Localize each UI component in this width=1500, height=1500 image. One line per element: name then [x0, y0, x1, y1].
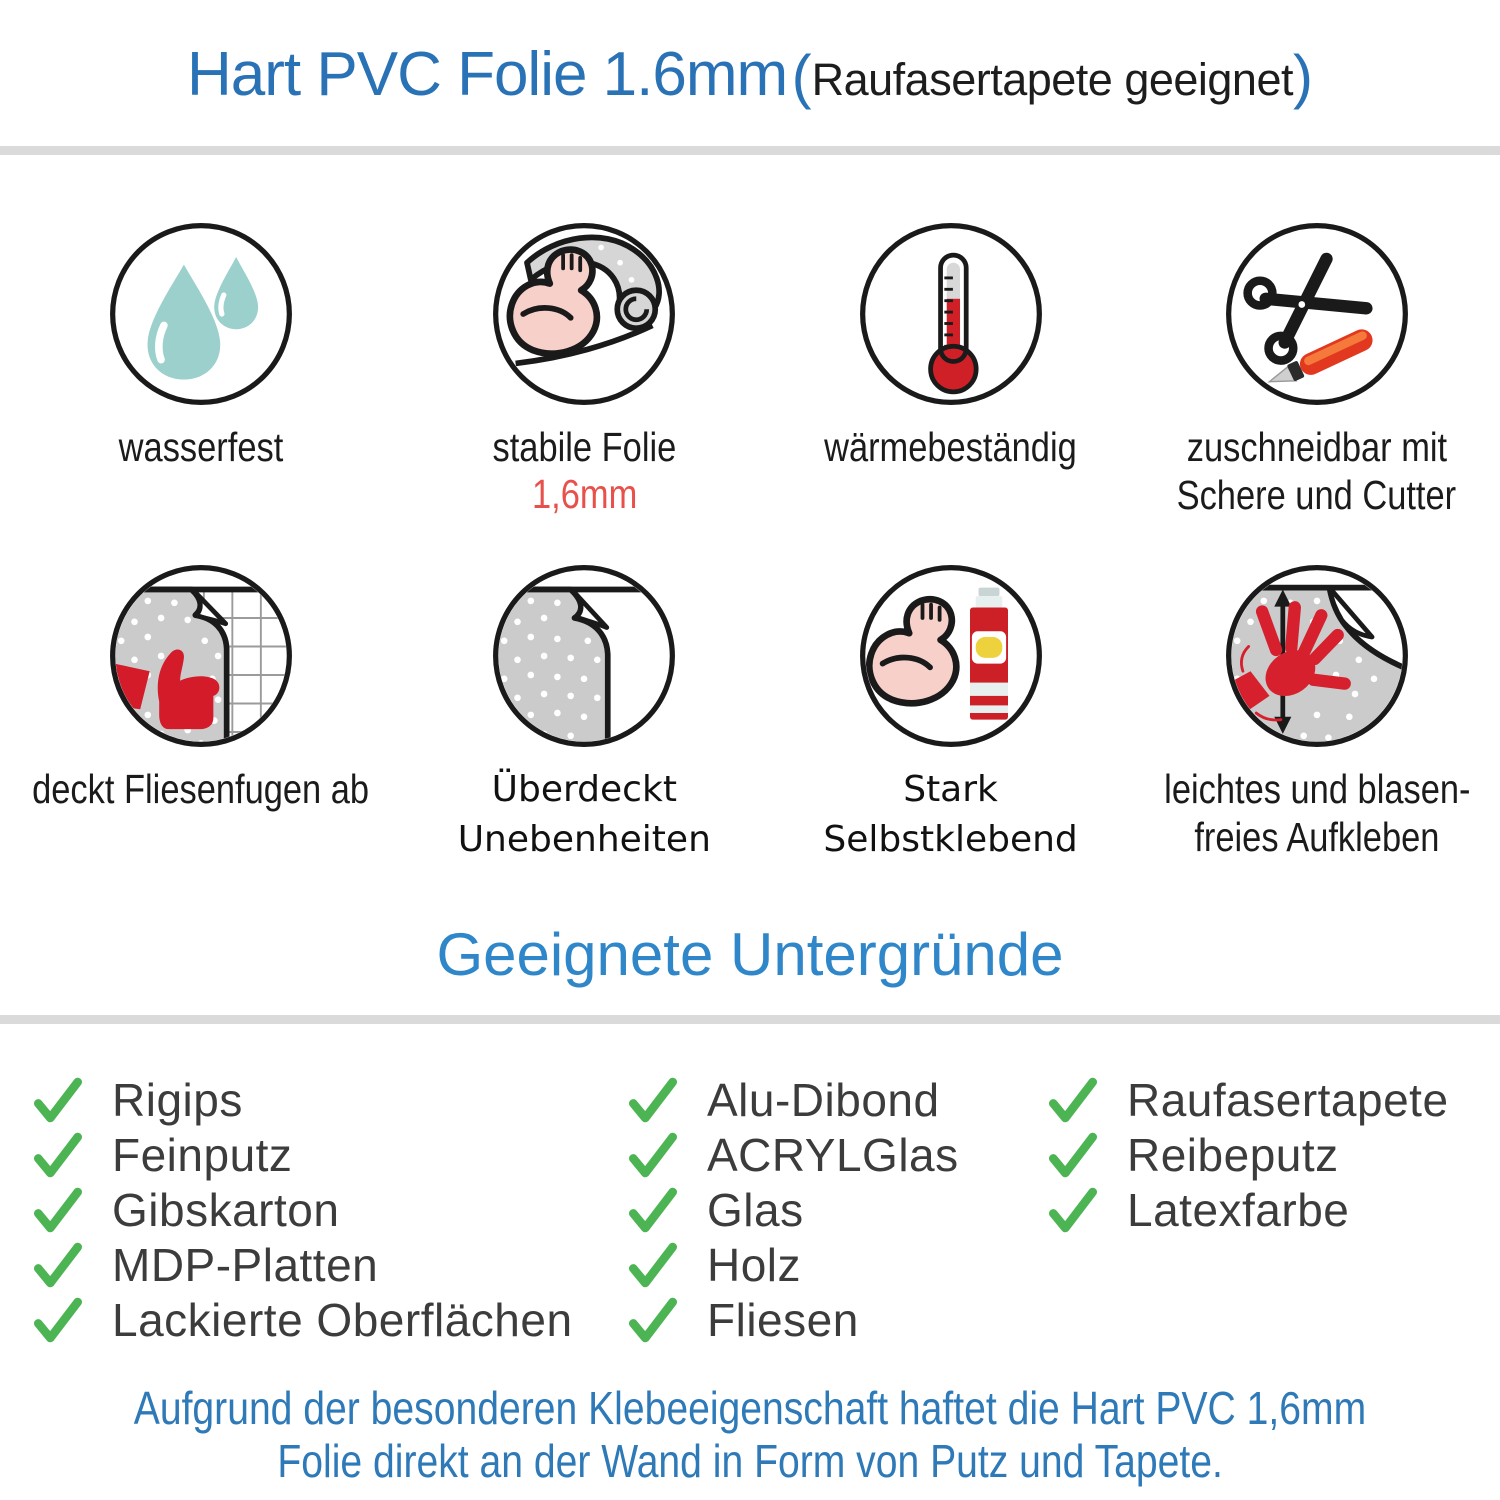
water-drops-icon [106, 219, 296, 409]
title-paren-open: ( [791, 43, 812, 110]
check-icon [1045, 1131, 1101, 1179]
list-item: ACRYLGlas [625, 1133, 1045, 1177]
feature-sublabel: 1,6mm [531, 471, 637, 517]
scissors-cutter-icon [1222, 219, 1412, 409]
feature-label: leichtes und blasen- freies Aufkleben [1163, 766, 1471, 860]
list-item: Lackierte Oberflächen [30, 1298, 625, 1342]
list-item: Reibeputz [1045, 1133, 1449, 1177]
feature-label: zuschneidbar mit Schere und Cutter [1177, 424, 1457, 518]
feature-label: wärmebeständig [824, 424, 1077, 470]
feature-label: wasserfest [118, 424, 283, 470]
page-title [0, 0, 1500, 130]
feature-aufkleben [1134, 561, 1500, 865]
tile-joints-thumb-icon [106, 561, 296, 751]
list-item: Fliesen [625, 1298, 1045, 1342]
title-main: Hart PVC Folie 1.6mm [187, 40, 788, 109]
title-paren-close: ) [1292, 43, 1313, 110]
check-icon [30, 1241, 86, 1289]
surfaces-column-3 [1045, 1074, 1449, 1342]
check-icon [625, 1186, 681, 1234]
feature-unebenheiten [401, 561, 767, 865]
surfaces-lists [0, 1024, 1500, 1346]
list-item: Holz [625, 1243, 1045, 1287]
title-paren-text: Raufasertapete geeignet [811, 54, 1293, 105]
feature-stabile-folie [401, 219, 767, 519]
check-icon [1045, 1076, 1101, 1124]
list-item: Raufasertapete [1045, 1078, 1449, 1122]
feature-fliesenfugen [0, 561, 401, 865]
check-icon [30, 1076, 86, 1124]
foil-covers-bumps-icon [489, 561, 679, 751]
check-icon [625, 1131, 681, 1179]
thermometer-icon [856, 219, 1046, 409]
surfaces-column-2 [625, 1074, 1045, 1346]
feature-label: Überdeckt Unebenheiten [457, 769, 711, 860]
feature-selbstklebend [767, 561, 1133, 865]
list-item: Latexfarbe [1045, 1188, 1449, 1232]
surfaces-divider [0, 1015, 1500, 1024]
footer-note: Aufgrund der besonderen Klebeeigenschaft haftet die Hart PVC 1,6mm Folie direkt an der Wand in Form von Putz und Tapete. [133, 1382, 1367, 1487]
feature-label: stabile Folie [492, 424, 677, 470]
list-item: Feinputz [30, 1133, 625, 1177]
check-icon [625, 1296, 681, 1344]
header-divider [0, 146, 1500, 155]
feature-label: Stark Selbstklebend [823, 769, 1078, 860]
check-icon [30, 1186, 86, 1234]
list-item: Glas [625, 1188, 1045, 1232]
strong-arm-foil-icon [489, 219, 679, 409]
check-icon [625, 1241, 681, 1289]
surfaces-heading: Geeignete Untergründe [436, 921, 1064, 988]
check-icon [1045, 1186, 1101, 1234]
check-icon [30, 1296, 86, 1344]
list-item: Gibskarton [30, 1188, 625, 1232]
list-item: Rigips [30, 1078, 625, 1122]
feature-label: deckt Fliesenfugen ab [32, 766, 370, 812]
check-icon [30, 1131, 86, 1179]
feature-zuschneidbar [1134, 219, 1500, 519]
feature-grid [0, 219, 1500, 865]
hand-smoothing-icon [1222, 561, 1412, 751]
strong-arm-glue-icon [856, 561, 1046, 751]
list-item: Alu-Dibond [625, 1078, 1045, 1122]
feature-wasserfest [0, 219, 401, 519]
feature-waermebestaendig [767, 219, 1133, 519]
surfaces-column-1 [30, 1074, 625, 1346]
check-icon [625, 1076, 681, 1124]
list-item: MDP-Platten [30, 1243, 625, 1287]
